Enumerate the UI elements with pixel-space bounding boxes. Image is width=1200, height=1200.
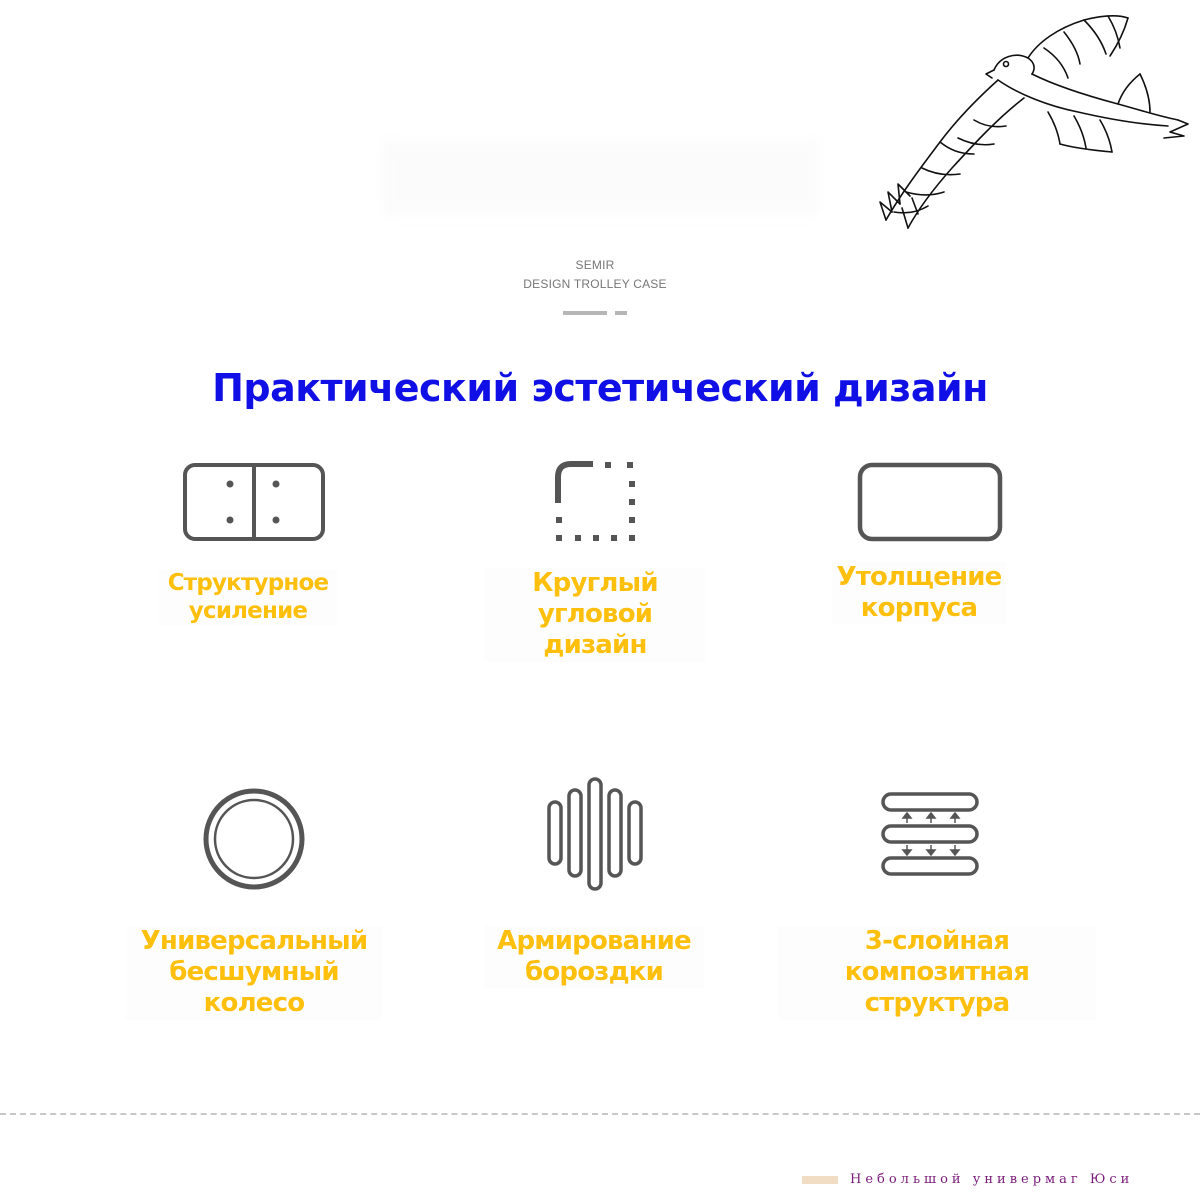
feature-label-line: корпуса	[860, 593, 978, 624]
footer-accent-bar	[802, 1176, 838, 1184]
thick-rectangle-icon	[857, 462, 1003, 542]
feature-label-line: 3-слойная композитная	[844, 926, 1030, 988]
brand-tagline: DESIGN TROLLEY CASE	[523, 277, 667, 291]
feature-label-line: Утолщение	[836, 562, 1002, 592]
feature-label-line: Армирование	[497, 926, 691, 956]
page-title: Практический эстетический дизайн	[212, 366, 988, 410]
feature-label-line: Универсальный	[140, 926, 368, 956]
feature-label-line: дизайн	[543, 630, 647, 661]
feature-label-line: бесшумный колесо	[169, 957, 339, 1019]
feature-label-structural	[158, 570, 338, 625]
feature-label-wheel	[126, 926, 382, 1020]
split-rectangle-icon	[182, 462, 326, 542]
divider-dash-short	[615, 311, 627, 315]
feature-label-line: Круглый угловой	[532, 568, 658, 630]
feature-label-grooves	[484, 926, 704, 988]
feature-label-line: бороздки	[524, 957, 664, 988]
brand-name: SEMIR	[575, 258, 615, 272]
shop-name: Небольшой универмаг Юси	[850, 1172, 1134, 1187]
feature-label-line: структура	[864, 988, 1010, 1019]
feature-label-layers	[778, 926, 1096, 1020]
feature-label-thickening	[832, 562, 1006, 624]
hawk-illustration	[878, 8, 1192, 234]
dashed-divider	[0, 1113, 1200, 1115]
rounded-corner-icon	[553, 459, 637, 543]
layers-icon	[880, 791, 980, 877]
divider-dash-long	[563, 311, 607, 315]
grooves-icon	[545, 776, 645, 892]
wheel-icon	[202, 787, 306, 891]
feature-label-round-corner	[484, 568, 706, 662]
feature-label-line: Структурное	[167, 570, 329, 596]
faded-banner	[382, 140, 820, 214]
feature-label-line: усиление	[188, 597, 308, 624]
